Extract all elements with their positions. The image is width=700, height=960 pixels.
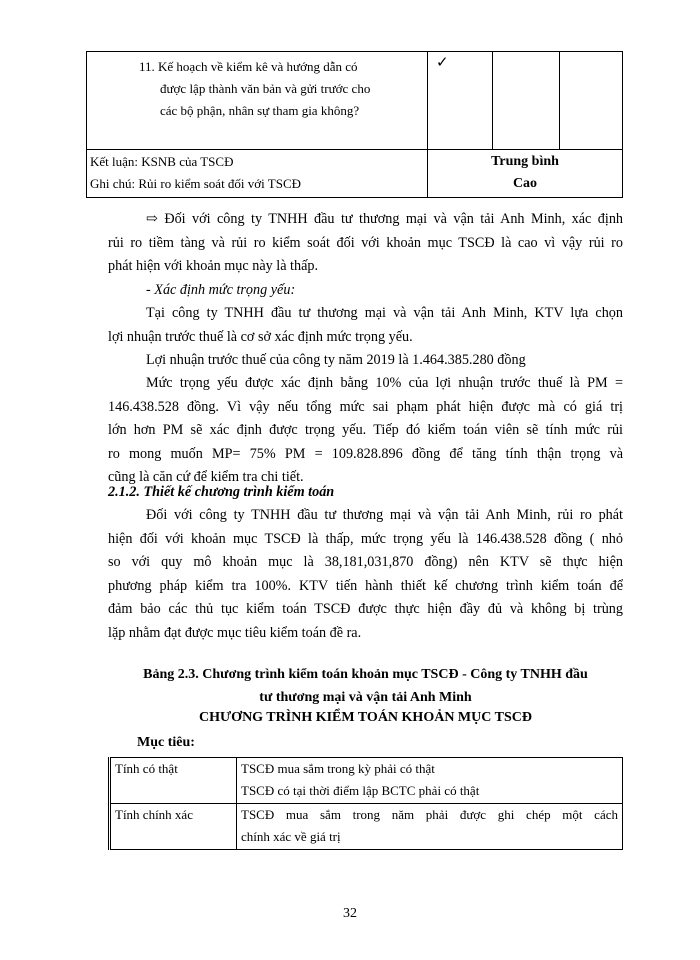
arrow-icon: ⇨ [146,211,158,227]
objective-name: Tính có thật [115,761,178,776]
conclusion-value-cell [428,150,623,198]
materiality-heading: - Xác định mức trọng yếu: [146,282,296,298]
table-caption [108,663,623,709]
text-line: Đối với công ty TNHH đầu tư thương mại và vận tải Anh Minh, rủi ro phát [146,507,623,523]
objective-desc-line: TSCĐ mua sắm trong năm phải được ghi chép một cách [241,807,618,822]
objective-desc-cell [237,804,623,850]
text-line: ro mong muốn MP= 75% PM = 109.828.896 đồng để tăng tính thận trọng và [108,445,623,462]
check-cell [428,52,493,150]
paragraph-materiality-basis [108,302,623,349]
text-line: phát hiện với khoản mục này là thấp. [108,258,319,274]
text-line: lặp nhằm đạt được mục tiêu kiểm toán đề ra. [108,624,362,641]
question-line: các bộ phận, nhân sự tham gia không? [160,103,360,118]
caption-line: Bảng 2.3. Chương trình kiểm toán khoản mục TSCĐ - Công ty TNHH đầu [143,667,588,682]
objective-desc-line: TSCĐ mua sắm trong kỳ phải có thật [241,761,435,776]
text-line: phương pháp kiểm tra 100%. KTV tiến hành thiết kế chương trình kiểm toán để [108,577,623,594]
section-heading: 2.1.2. Thiết kế chương trình kiểm toán [108,484,335,500]
text-line: Tại công ty TNHH đầu tư thương mại và vận tải Anh Minh, KTV lựa chọn [146,305,623,321]
conclusion-value: Trung bình [491,154,559,169]
page-number: 32 [343,906,357,921]
conclusion-label-cell [87,150,428,198]
paragraph-program-design [108,504,623,645]
empty-cell [560,52,623,150]
question-line: 11. Kế hoạch về kiểm kê và hướng dẫn có [139,59,358,74]
conclusion-label: Kết luận: KSNB của TSCĐ [90,154,234,169]
text-line: lớn hơn PM sẽ xác định được trọng yếu. Tiếp đó kiểm toán viên sẽ tính mức rủi [108,422,623,438]
objective-name-cell [110,804,237,850]
objective-label: Mục tiêu: [137,735,195,750]
empty-cell [493,52,560,150]
text-line: đảm bảo các thủ tục kiểm toán TSCĐ được thực hiện đầy đủ và không bị trùng [108,601,623,617]
text-line: hiện đối với khoản mục TSCĐ là thấp, mức trọng yếu là 146.438.528 đồng ( nhỏ [108,530,623,547]
program-title: CHƯƠNG TRÌNH KIỂM TOÁN KHOẢN MỤC TSCĐ [199,710,532,725]
text-line: Đối với công ty TNHH đầu tư thương mại và vận tải Anh Minh, xác định [164,211,624,227]
objective-name: Tính chính xác [115,807,193,822]
question-cell [87,52,428,150]
text-line: 146.438.528 đồng. Vì vậy nếu tổng mức sai phạm phát hiện được mà có giá trị [108,398,623,415]
note-label: Ghi chú: Rủi ro kiểm soát đối với TSCĐ [90,176,302,191]
caption-line: tư thương mại và vận tải Anh Minh [259,690,472,705]
text-line: rủi ro tiềm tàng và rủi ro kiểm soát đối với khoản mục TSCĐ là cao vì vậy rủi ro [108,234,623,251]
objectives-table [108,757,623,850]
objective-desc-cell [237,758,623,804]
question-line: được lập thành văn bản và gửi trước cho [160,81,371,96]
text-line: lợi nhuận trước thuế là cơ sở xác định mức trọng yếu. [108,328,413,345]
objective-desc-line: TSCĐ có tại thời điểm lập BCTC phải có thật [241,783,480,798]
paragraph-risk [108,208,623,279]
paragraph-pm [108,372,623,490]
note-value: Cao [512,176,538,191]
checkmark-icon: ✓ [436,55,449,71]
text-line: cũng là căn cứ để kiểm tra chi tiết. [108,469,304,485]
checklist-table [86,51,623,198]
paragraph-profit: Lợi nhuận trước thuế của công ty năm 2019 là 1.464.385.280 đồng [146,352,526,368]
text-line: so với quy mô khoản mục là 38,181,031,870 đồng) nên KTV sẽ thực hiện [108,554,623,570]
text-line: Mức trọng yếu được xác định bằng 10% của lợi nhuận trước thuế là PM = [146,375,623,391]
objective-name-cell [110,758,237,804]
objective-desc-line: chính xác về giá trị [241,829,341,844]
